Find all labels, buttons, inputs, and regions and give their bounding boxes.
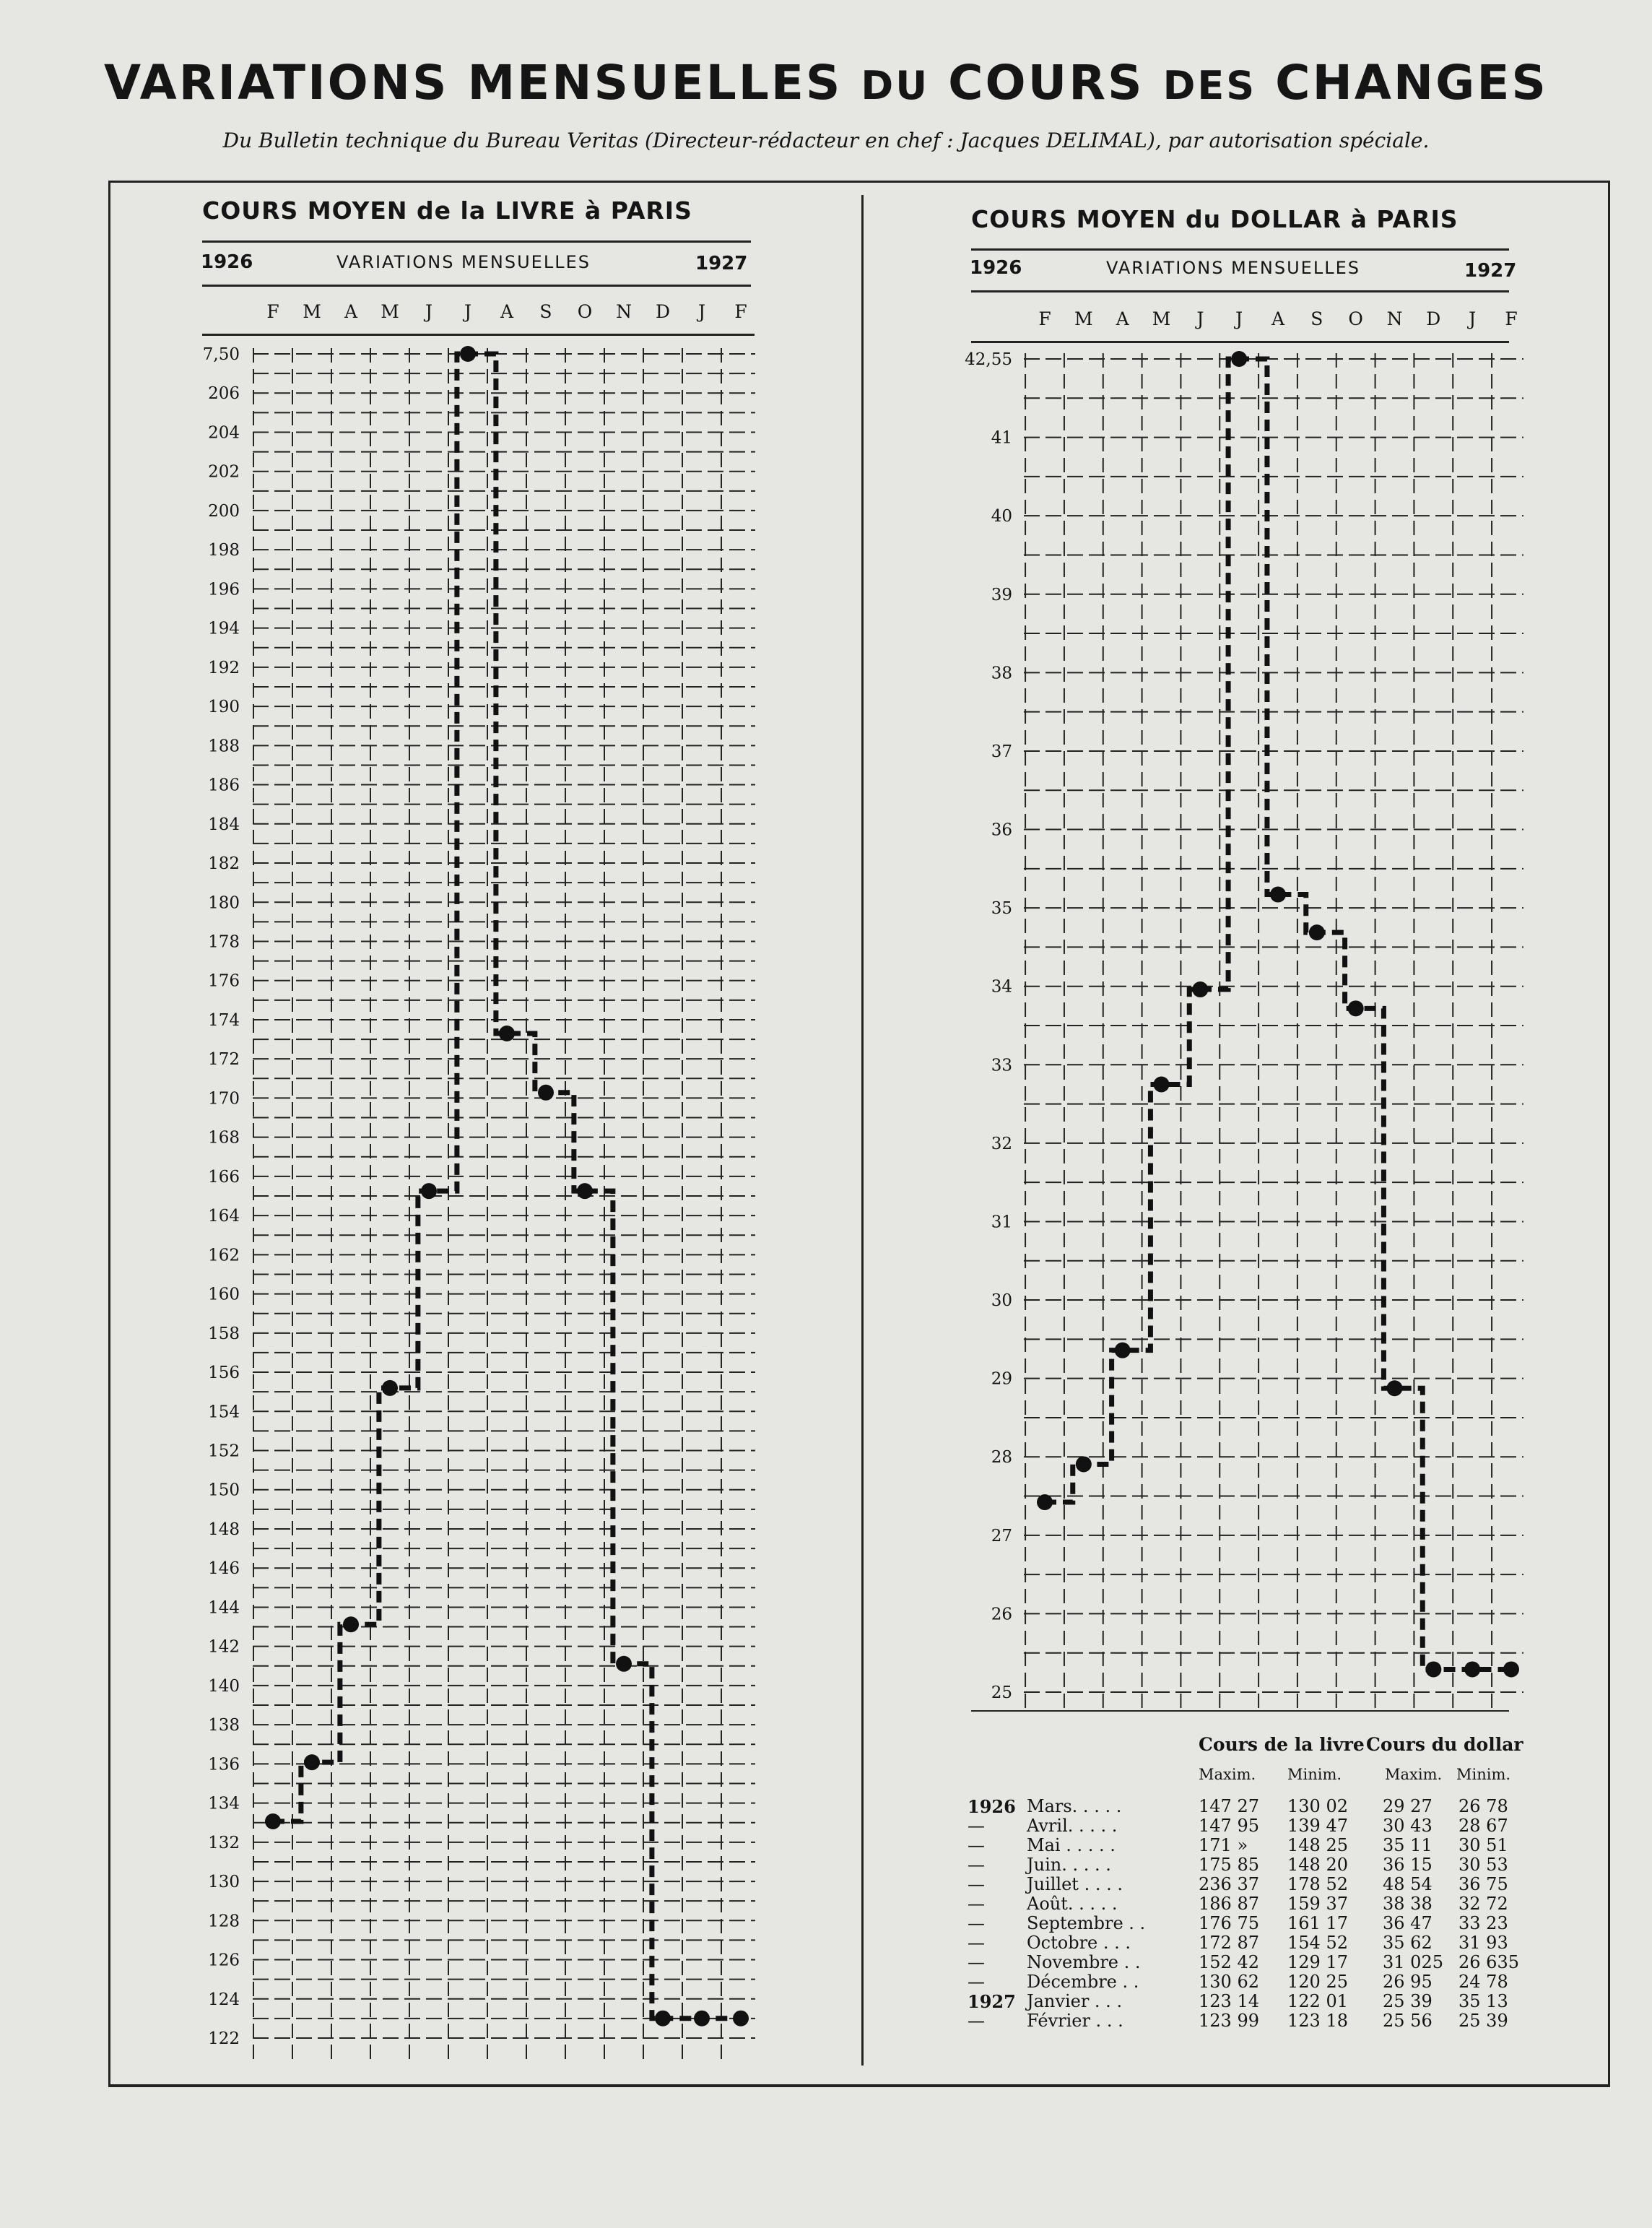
month-label: A	[1271, 308, 1285, 329]
y-tick-label: 30	[991, 1291, 1012, 1311]
cell-livre-min: 148 20	[1287, 1855, 1348, 1875]
month-label: F	[1505, 308, 1518, 329]
y-tick-label: 154	[208, 1403, 240, 1422]
month-label: A	[344, 301, 358, 322]
y-tick-label: 25	[991, 1683, 1012, 1702]
left-title-e: PARIS	[610, 196, 692, 225]
cell-livre-min: 139 47	[1287, 1816, 1348, 1836]
y-tick-label: 37	[991, 742, 1012, 761]
cell-year: 1927	[968, 1991, 1016, 2012]
y-tick-label: 184	[208, 815, 240, 834]
y-tick-label: 128	[208, 1912, 240, 1931]
title-part-3: COURS	[948, 55, 1144, 110]
y-tick-label: 196	[208, 580, 240, 599]
table-header-livre: Cours de la livre	[1199, 1734, 1365, 1755]
month-label: M	[1152, 308, 1171, 329]
month-label: D	[655, 301, 671, 322]
right-year-start: 1926	[970, 257, 1022, 279]
data-point	[1387, 1380, 1403, 1396]
title-part-4: DES	[1162, 63, 1257, 108]
y-tick-label: 190	[208, 698, 240, 717]
table-sub-livre-max: Maxim.	[1199, 1766, 1256, 1783]
y-tick-label: 194	[208, 619, 240, 638]
cell-month: Janvier . . .	[1027, 1991, 1123, 2011]
cell-month: Juin. . . . .	[1027, 1855, 1111, 1875]
y-tick-label: 132	[208, 1833, 240, 1852]
y-tick-label: 126	[208, 1951, 240, 1970]
y-tick-label: 42,55	[965, 350, 1012, 369]
data-point	[1231, 351, 1247, 367]
cell-year: —	[968, 1952, 985, 1972]
month-label: J	[464, 301, 472, 322]
subtitle: Du Bulletin technique du Bureau Veritas (Directeur-rédacteur en chef : Jacques DELIMAL), par autorisation spéciale.	[222, 129, 1430, 152]
month-label: J	[425, 301, 433, 322]
table-sub-dollar-max: Maxim.	[1385, 1766, 1443, 1783]
left-year-start: 1926	[201, 251, 253, 273]
y-tick-label: 28	[991, 1448, 1012, 1468]
cell-dollar-max: 26 95	[1383, 1972, 1433, 1992]
title-part-5: CHANGES	[1275, 55, 1548, 110]
right-year-end: 1927	[1464, 260, 1517, 282]
y-tick-label: 202	[208, 462, 240, 482]
y-tick-label: 7,50	[202, 345, 240, 364]
data-point	[1503, 1661, 1519, 1677]
cell-dollar-max: 35 11	[1383, 1835, 1433, 1855]
title-part-2: DU	[861, 63, 930, 108]
cell-dollar-max: 35 62	[1383, 1933, 1433, 1953]
y-tick-label: 40	[991, 507, 1012, 526]
cell-dollar-max: 25 39	[1383, 1991, 1433, 2011]
cell-livre-max: 147 27	[1199, 1796, 1259, 1816]
y-tick-label: 148	[208, 1520, 240, 1539]
y-tick-label: 170	[208, 1089, 240, 1109]
left-title-c: LIVRE	[495, 196, 576, 225]
y-tick-label: 144	[208, 1598, 240, 1618]
y-tick-label: 142	[208, 1637, 240, 1657]
y-tick-label: 200	[208, 501, 240, 521]
month-label: M	[1074, 308, 1093, 329]
cell-livre-min: 178 52	[1287, 1874, 1348, 1894]
cell-livre-min: 120 25	[1287, 1972, 1348, 1992]
cell-livre-min: 154 52	[1287, 1933, 1348, 1953]
cell-dollar-min: 30 51	[1458, 1835, 1508, 1855]
data-point	[1309, 924, 1325, 940]
cell-month: Mai . . . . .	[1027, 1835, 1116, 1855]
y-tick-label: 39	[991, 585, 1012, 604]
cell-year: —	[968, 1913, 985, 1933]
cell-livre-max: 123 99	[1199, 2011, 1259, 2031]
y-tick-label: 176	[208, 971, 240, 991]
cell-month: Février . . .	[1027, 2011, 1123, 2031]
y-tick-label: 152	[208, 1442, 240, 1461]
cell-dollar-min: 26 78	[1458, 1796, 1508, 1816]
y-tick-label: 32	[991, 1134, 1012, 1153]
data-point	[1464, 1661, 1480, 1677]
cell-livre-min: 123 18	[1287, 2011, 1348, 2031]
y-tick-label: 122	[208, 2029, 240, 2048]
cell-livre-min: 122 01	[1287, 1991, 1348, 2011]
y-tick-label: 38	[991, 664, 1012, 683]
y-tick-label: 186	[208, 776, 240, 795]
y-tick-label: 164	[208, 1207, 240, 1226]
data-point	[1076, 1456, 1092, 1472]
cell-livre-min: 161 17	[1287, 1913, 1348, 1933]
cell-dollar-max: 48 54	[1383, 1874, 1433, 1894]
y-tick-label: 168	[208, 1128, 240, 1148]
month-label: O	[1348, 308, 1363, 329]
month-label: F	[734, 301, 747, 322]
cell-livre-min: 159 37	[1287, 1894, 1348, 1914]
month-label: M	[381, 301, 399, 322]
month-label: F	[266, 301, 279, 322]
cell-year: 1926	[968, 1796, 1016, 1817]
cell-livre-max: 171 »	[1199, 1835, 1248, 1855]
y-tick-label: 27	[991, 1526, 1012, 1546]
right-title-d: à	[1350, 205, 1368, 233]
data-point	[1154, 1077, 1170, 1093]
y-tick-label: 33	[991, 1056, 1012, 1075]
right-title-a: COURS MOYEN	[971, 205, 1177, 233]
month-label: S	[1310, 308, 1323, 329]
y-tick-label: 134	[208, 1794, 240, 1813]
cell-month: Octobre . . .	[1027, 1933, 1131, 1953]
cell-dollar-min: 28 67	[1458, 1816, 1508, 1836]
cell-month: Décembre . .	[1027, 1972, 1139, 1992]
table-top-rule	[971, 1710, 1509, 1712]
cell-dollar-min: 33 23	[1458, 1913, 1508, 1933]
month-label: J	[1196, 308, 1204, 329]
y-tick-label: 130	[208, 1873, 240, 1892]
y-tick-label: 162	[208, 1246, 240, 1265]
y-tick-label: 26	[991, 1605, 1012, 1624]
y-tick-label: 36	[991, 820, 1012, 840]
month-label: O	[577, 301, 593, 322]
y-tick-label: 204	[208, 423, 240, 443]
month-label: J	[1469, 308, 1477, 329]
y-tick-label: 34	[991, 977, 1012, 997]
cell-month: Août. . . . .	[1027, 1894, 1118, 1914]
month-label: F	[1038, 308, 1051, 329]
y-tick-label: 31	[991, 1213, 1012, 1232]
right-title-b: du	[1186, 205, 1222, 233]
cell-dollar-max: 29 27	[1383, 1796, 1433, 1816]
y-tick-label: 166	[208, 1167, 240, 1187]
data-point	[1348, 1000, 1364, 1016]
y-tick-label: 150	[208, 1481, 240, 1500]
cell-year: —	[968, 1816, 985, 1836]
data-point	[1270, 887, 1286, 903]
y-tick-label: 198	[208, 541, 240, 560]
left-year-end: 1927	[695, 253, 748, 274]
table-sub-dollar-min: Minim.	[1456, 1766, 1511, 1783]
month-label: A	[500, 301, 514, 322]
cell-livre-min: 130 02	[1287, 1796, 1348, 1816]
month-label: S	[539, 301, 552, 322]
left-variations-label: VARIATIONS MENSUELLES	[336, 252, 591, 272]
y-tick-label: 146	[208, 1559, 240, 1579]
right-title-c: DOLLAR	[1230, 205, 1342, 233]
cell-livre-min: 148 25	[1287, 1835, 1348, 1855]
y-tick-label: 41	[991, 428, 1012, 448]
cell-dollar-min: 26 635	[1458, 1952, 1519, 1972]
y-tick-label: 138	[208, 1716, 240, 1735]
cell-livre-max: 123 14	[1199, 1991, 1259, 2011]
data-point	[1037, 1494, 1053, 1510]
left-title-a: COURS MOYEN	[202, 196, 408, 225]
month-label: J	[1235, 308, 1243, 329]
y-tick-label: 29	[991, 1369, 1012, 1389]
y-tick-label: 182	[208, 854, 240, 874]
cell-dollar-max: 36 47	[1383, 1913, 1433, 1933]
cell-livre-max: 130 62	[1199, 1972, 1259, 1992]
y-tick-label: 178	[208, 932, 240, 952]
y-tick-label: 160	[208, 1285, 240, 1304]
month-label: D	[1426, 308, 1441, 329]
cell-livre-max: 236 37	[1199, 1874, 1259, 1894]
cell-dollar-min: 35 13	[1458, 1991, 1508, 2011]
cell-dollar-max: 36 15	[1383, 1855, 1433, 1875]
month-label: J	[697, 301, 706, 322]
cell-livre-min: 129 17	[1287, 1952, 1348, 1972]
month-label: A	[1116, 308, 1129, 329]
cell-livre-max: 147 95	[1199, 1816, 1259, 1836]
cell-dollar-min: 25 39	[1458, 2011, 1508, 2031]
y-tick-label: 180	[208, 893, 240, 913]
cell-dollar-max: 30 43	[1383, 1816, 1433, 1836]
cell-dollar-max: 38 38	[1383, 1894, 1433, 1914]
cell-year: —	[968, 2011, 985, 2031]
y-tick-label: 188	[208, 737, 240, 756]
cell-livre-max: 176 75	[1199, 1913, 1259, 1933]
right-variations-label: VARIATIONS MENSUELLES	[1106, 258, 1360, 278]
y-tick-label: 35	[991, 899, 1012, 919]
data-point	[1425, 1661, 1441, 1677]
cell-livre-max: 152 42	[1199, 1952, 1259, 1972]
month-label: N	[616, 301, 632, 322]
cell-year: —	[968, 1972, 985, 1992]
cell-dollar-min: 31 93	[1458, 1933, 1508, 1953]
data-point	[1115, 1343, 1131, 1358]
cell-year: —	[968, 1894, 985, 1914]
cell-dollar-max: 31 025	[1383, 1952, 1443, 1972]
y-tick-label: 136	[208, 1755, 240, 1774]
cell-dollar-min: 32 72	[1458, 1894, 1508, 1914]
cell-month: Juillet . . . .	[1027, 1874, 1123, 1894]
cell-year: —	[968, 1855, 985, 1875]
cell-dollar-min: 36 75	[1458, 1874, 1508, 1894]
y-tick-label: 192	[208, 658, 240, 677]
cell-year: —	[968, 1874, 985, 1894]
y-tick-label: 206	[208, 384, 240, 404]
left-title-b: de la	[417, 196, 487, 225]
left-title-d: à	[584, 196, 602, 225]
table-sub-livre-min: Minim.	[1287, 1766, 1342, 1783]
title-part-1: VARIATIONS MENSUELLES	[104, 55, 843, 110]
cell-month: Novembre . .	[1027, 1952, 1141, 1972]
cell-year: —	[968, 1835, 985, 1855]
month-label: N	[1386, 308, 1403, 329]
y-tick-label: 140	[208, 1676, 240, 1696]
cell-year: —	[968, 1933, 985, 1953]
month-label: M	[303, 301, 321, 322]
right-title-e: PARIS	[1376, 205, 1458, 233]
table-header-dollar: Cours du dollar	[1366, 1734, 1523, 1755]
cell-livre-max: 172 87	[1199, 1933, 1259, 1953]
cell-month: Mars. . . . .	[1027, 1796, 1122, 1816]
data-point	[1192, 981, 1208, 997]
y-tick-label: 174	[208, 1010, 240, 1030]
cell-livre-max: 186 87	[1199, 1894, 1259, 1914]
cell-livre-max: 175 85	[1199, 1855, 1259, 1875]
y-tick-label: 124	[208, 1990, 240, 2009]
y-tick-label: 158	[208, 1324, 240, 1343]
cell-month: Septembre . .	[1027, 1913, 1146, 1933]
cell-dollar-min: 30 53	[1458, 1855, 1508, 1875]
y-tick-label: 156	[208, 1364, 240, 1383]
cell-month: Avril. . . . .	[1027, 1816, 1118, 1836]
y-tick-label: 172	[208, 1050, 240, 1070]
cell-dollar-min: 24 78	[1458, 1972, 1508, 1992]
cell-dollar-max: 25 56	[1383, 2011, 1433, 2031]
